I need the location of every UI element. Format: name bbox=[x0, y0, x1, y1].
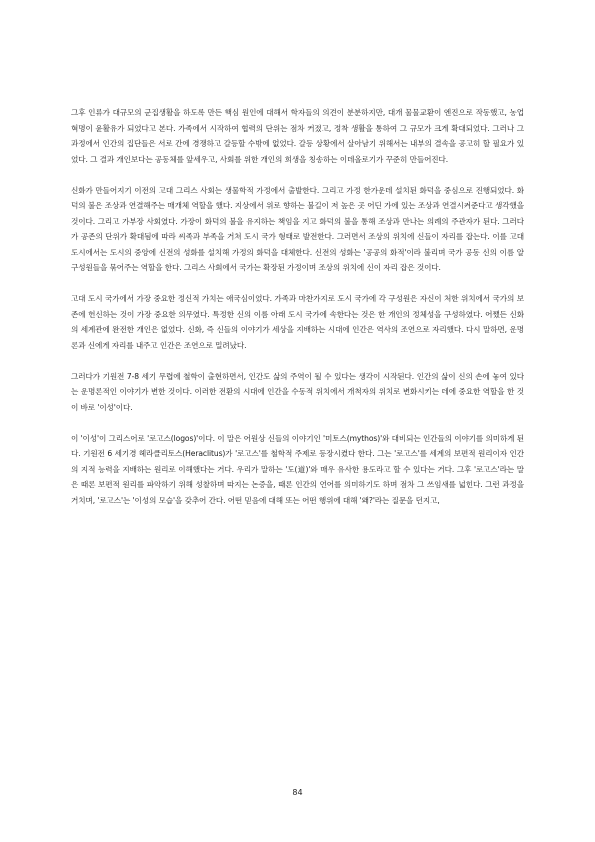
paragraph: 신화가 만들어지기 이전의 고대 그리스 사회는 생물학적 가정에서 출발한다. 그리고 가정 한가운데 설치된 화덕을 중심으로 진행되었다. 화덕의 불은 조상과 연결해주는 매개체 역할을 했다. 지상에서 위로 향하는 불길이 저 높은 곳 어딘 가에 있는 조상과 연결시켜준다고 생각했을 것이다. 그리고 가부장 사회였다. 가장이 화덕의 불을 유지하는 책임을 지고 화덕의 불을 통해 조상과 만나는 의례의 주관자가 된다. 그러다가 공존의 단위가 확대됨에 따라 씨족과 부족을 거쳐 도시 국가 형태로 발전한다. 그러면서 조상의 위치에 신들이 자리를 잡는다. 이를 고대 도시에서는 도시의 중앙에 신전의 성화를 설치해 가정의 화덕을 대체한다. 신전의 성화는 '공공의 화적'이라 불리며 국가 공동 신의 이름 알 구성원들을 묶어주는 역할을 한다. 그리스 사회에서 국가는 확장된 가정이며 조상의 위치에 신이 자리 잡은 것이다. bbox=[71, 185, 524, 272]
paragraph: 그러다가 기원전 7-8 세기 무렵에 철학이 출현하면서, 인간도 삶의 주역이 될 수 있다는 생각이 시작된다. 인간의 삶이 신의 손에 놓여 있다는 운명론적인 이야기가 변한 것이다. 이러한 전환의 시대에 인간을 수동적 위치에서 개척자의 위치로 변화시키는 데에 중요한 역할을 한 것이 바로 '이성'이다. bbox=[71, 371, 524, 412]
body-text bbox=[71, 105, 524, 524]
paragraph: 고대 도시 국가에서 가장 중요한 정신적 가치는 애국심이었다. 가족과 마찬가지로 도시 국가에 각 구성원은 자신이 처한 위치에서 국가의 보존에 헌신하는 것이 가장 중요한 의무였다. 특정한 신의 이름 아래 도시 국가에 속한다는 것은 한 개인의 정체성을 구성하였다. 어쨌든 신화의 세계관에 완전한 개인은 없었다. 신화, 즉 신들의 이야기가 세상을 지배하는 시대에 인간은 역사의 조연으로 자리했다. 다시 말하면, 운명론과 신에게 자리를 내주고 인간은 조연으로 밀려났다. bbox=[71, 294, 524, 350]
paragraph: 이 '이성'이 그리스어로 '로고스(logos)'이다. 이 말은 어원상 신들의 이야기인 '미토스(mythos)'와 대비되는 인간들의 이야기를 의미하게 된다. 기원전 6 세기경 헤라클리토스(Heraclitus)가 '로고스'를 철학적 주제로 등장시켰다 한다. 그는 '로고스'를 세계의 보편적 원리이자 인간의 지적 능력을 지배하는 원리로 이해했다는 거다. 우리가 말하는 '도(道)'와 매우 유사한 용도라고 할 수 있다는 거다. 그후 '로고스'라는 말은 때론 보편적 원리를 파악하기 위해 성찰하며 따지는 논증을, 때론 인간의 언어를 의미하기도 하며 점차 그 쓰임새를 넓힌다. 그런 과정을 거치며, '로고스'는 '이성의 모습'을 갖추어 간다. 어떤 믿음에 대해 또는 어떤 행위에 대해 '왜?'라는 질문을 던지고, bbox=[71, 433, 524, 505]
paragraph: 그후 인류가 대규모의 군집생활을 하도록 만든 핵심 원인에 대해서 학자들의 의견이 분분하지만, 대개 물물교환이 엔진으로 작동했고, 농업혁명이 윤활유가 되었다고 본다. 가족에서 시작하여 협력의 단위는 점차 커졌고, 정착 생활을 통하여 그 규모가 크게 확대되었다. 그러나 그 과정에서 인간의 집단들은 서로 간에 경쟁하고 갈등할 수밖에 없었다. 갈등 상황에서 살아남기 위해서는 내부의 결속을 공고히 할 필요가 있었다. 그 결과 개인보다는 공동체를 앞세우고, 사회를 위한 개인의 희생을 칭송하는 이데올로기가 꾸준히 만들어진다. bbox=[71, 108, 524, 164]
page-number: 84 bbox=[292, 788, 303, 797]
